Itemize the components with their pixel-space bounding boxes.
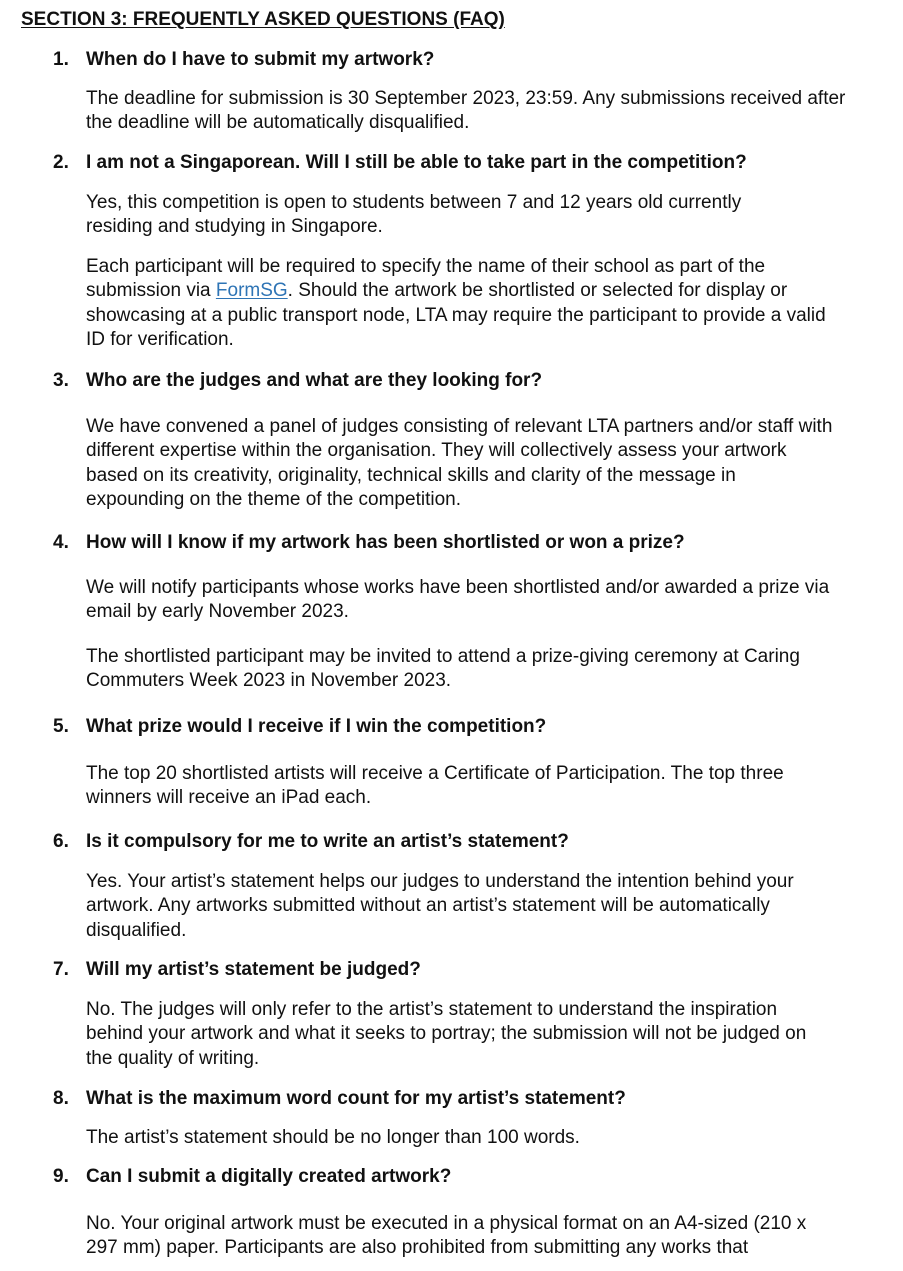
faq-answer-1: The deadline for submission is 30 September 2023, 23:59. Any submissions received after the deadline will be automatically disqualified. [86, 88, 846, 134]
faq-question-9 [53, 1165, 451, 1189]
faq-question-1 [53, 48, 434, 72]
faq-question-text: Who are the judges and what are they looking for? [86, 370, 543, 391]
answer-text-before-link: Each participant will be required to specify the name of their school as part of the submission via [86, 256, 766, 302]
faq-number: 4. [53, 532, 69, 553]
faq-answer-2b [86, 255, 836, 352]
faq-answer-4a: We will notify participants whose works have been shortlisted and/or awarded a prize via email by early November 2023. [86, 577, 830, 623]
faq-question-2 [53, 151, 747, 175]
faq-number: 1. [53, 49, 69, 70]
faq-question-4 [53, 531, 685, 555]
faq-number: 9. [53, 1166, 69, 1187]
faq-number: 2. [53, 152, 69, 173]
faq-answer-6: Yes. Your artist’s statement helps our judges to understand the intention behind your artwork. Any artworks submitted without an artist’s statement will be automatically disqualified. [86, 871, 794, 941]
faq-question-text: Is it compulsory for me to write an artist’s statement? [86, 831, 569, 852]
faq-answer-7: No. The judges will only refer to the artist’s statement to understand the inspiration behind your artwork and what it seeks to portray; the submission will not be judged on the quality of writing. [86, 999, 807, 1069]
faq-question-text: I am not a Singaporean. Will I still be able to take part in the competition? [86, 152, 747, 173]
faq-answer-9: No. Your original artwork must be executed in a physical format on an A4-sized (210 x 297 mm) paper. Participants are also prohibited from submitting any works that [86, 1213, 807, 1259]
answer-text-after-link: . Should the artwork be shortlisted or selected for display or showcasing at a public transport node, LTA may require the participant to provide a valid ID for verification. [86, 280, 826, 350]
faq-number: 7. [53, 959, 69, 980]
faq-question-text: What is the maximum word count for my artist’s statement? [86, 1088, 626, 1109]
faq-answer-2a: Yes, this competition is open to students between 7 and 12 years old currently residing and studying in Singapore. [86, 192, 742, 238]
faq-number: 8. [53, 1088, 69, 1109]
faq-answer-4b: The shortlisted participant may be invited to attend a prize-giving ceremony at Caring Commuters Week 2023 in November 2023. [86, 646, 800, 692]
faq-number: 5. [53, 716, 69, 737]
faq-question-5 [53, 715, 546, 739]
faq-question-text: Can I submit a digitally created artwork? [86, 1166, 452, 1187]
faq-answer-8: The artist’s statement should be no longer than 100 words. [86, 1127, 580, 1148]
faq-number: 3. [53, 370, 69, 391]
faq-question-6 [53, 830, 569, 854]
faq-question-text: Will my artist’s statement be judged? [86, 959, 421, 980]
faq-question-8 [53, 1087, 626, 1111]
section-title: SECTION 3: FREQUENTLY ASKED QUESTIONS (FAQ) [21, 9, 505, 30]
faq-number: 6. [53, 831, 69, 852]
faq-question-text: How will I know if my artwork has been shortlisted or won a prize? [86, 532, 685, 553]
faq-question-text: When do I have to submit my artwork? [86, 49, 435, 70]
formsg-link[interactable]: FormSG [215, 280, 288, 302]
faq-question-text: What prize would I receive if I win the competition? [86, 716, 547, 737]
faq-answer-3: We have convened a panel of judges consisting of relevant LTA partners and/or staff with different expertise within the organisation. They will collectively assess your artwork based on its creativity, originality, technical skills and clarity of the message in expounding on the theme of the competition. [86, 416, 833, 510]
faq-question-3 [53, 369, 542, 393]
faq-question-7 [53, 958, 421, 982]
faq-answer-5: The top 20 shortlisted artists will receive a Certificate of Participation. The top three winners will receive an iPad each. [86, 763, 784, 809]
